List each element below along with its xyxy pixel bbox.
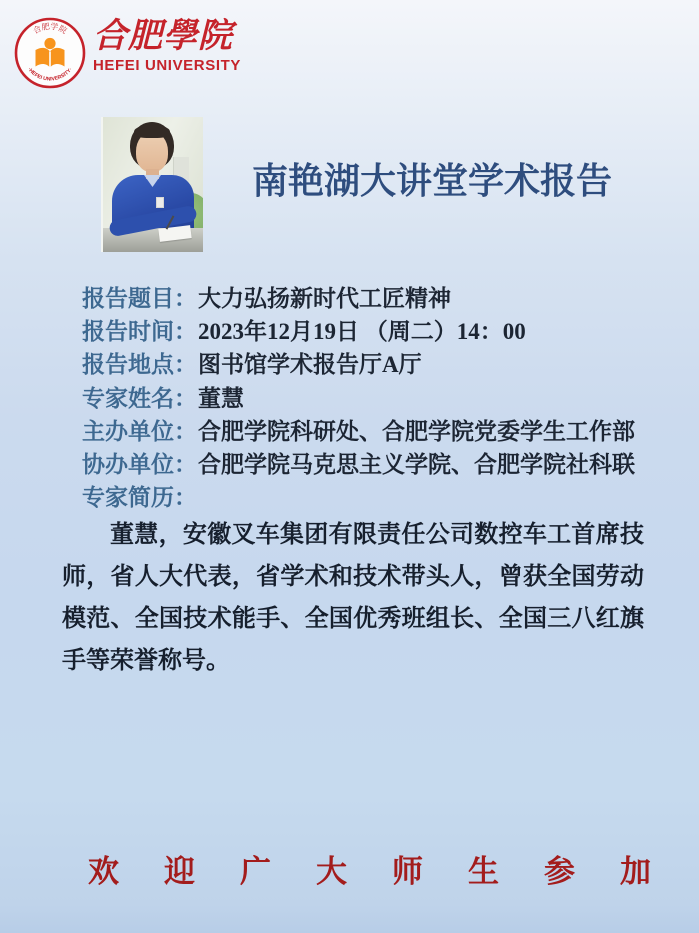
university-name-chinese: 合肥學院 — [93, 18, 233, 55]
detail-label: 主办单位： — [82, 418, 197, 444]
detail-row-co-organizer — [82, 446, 682, 479]
detail-value: 合肥学院马克思主义学院、合肥学院社科联 — [198, 452, 635, 478]
detail-label: 报告地点： — [82, 352, 197, 378]
lecture-details — [82, 280, 682, 512]
university-header — [14, 17, 241, 89]
detail-row-speaker-name — [82, 380, 682, 413]
photo-person-face — [136, 132, 168, 172]
university-name-english: HEFEI UNIVERSITY — [93, 57, 241, 74]
detail-label: 协办单位： — [82, 452, 197, 478]
detail-value: 图书馆学术报告厅A厅 — [198, 352, 422, 378]
seal-bottom-text: ·HEFEI UNIVERSITY· — [26, 66, 74, 83]
university-seal-logo — [14, 17, 86, 89]
detail-row-time — [82, 313, 682, 346]
detail-label: 专家姓名： — [82, 385, 197, 411]
detail-row-location — [82, 346, 682, 379]
detail-value: 2023年12月19日 （周二）14：00 — [198, 319, 526, 345]
detail-label: 报告时间： — [82, 319, 197, 345]
photo-person-badge — [156, 197, 164, 208]
detail-value: 合肥学院科研处、合肥学院党委学生工作部 — [198, 418, 635, 444]
photo-person-fringe — [134, 125, 170, 138]
speaker-biography: 董慧，安徽叉车集团有限责任公司数控车工首席技师，省人大代表，省学术和技术带头人，曾获全国劳动模范、全国技术能手、全国优秀班组长、全国三八红旗手等荣誉称号。 — [62, 522, 644, 674]
detail-value: 大力弘扬新时代工匠精神 — [198, 286, 451, 312]
detail-label: 报告题目： — [82, 286, 197, 312]
seal-top-text: 合肥学院 — [31, 21, 69, 36]
detail-row-topic — [82, 280, 682, 313]
welcome-message: 欢迎广大师生参加 — [88, 854, 696, 889]
detail-row-organizer — [82, 413, 682, 446]
poster-title: 南艳湖大讲堂学术报告 — [252, 161, 613, 201]
speaker-photo — [103, 117, 203, 252]
detail-value: 董慧 — [198, 385, 244, 411]
detail-row-bio-heading — [82, 479, 682, 512]
detail-label: 专家简历： — [82, 485, 197, 511]
university-wordmark — [93, 17, 241, 74]
